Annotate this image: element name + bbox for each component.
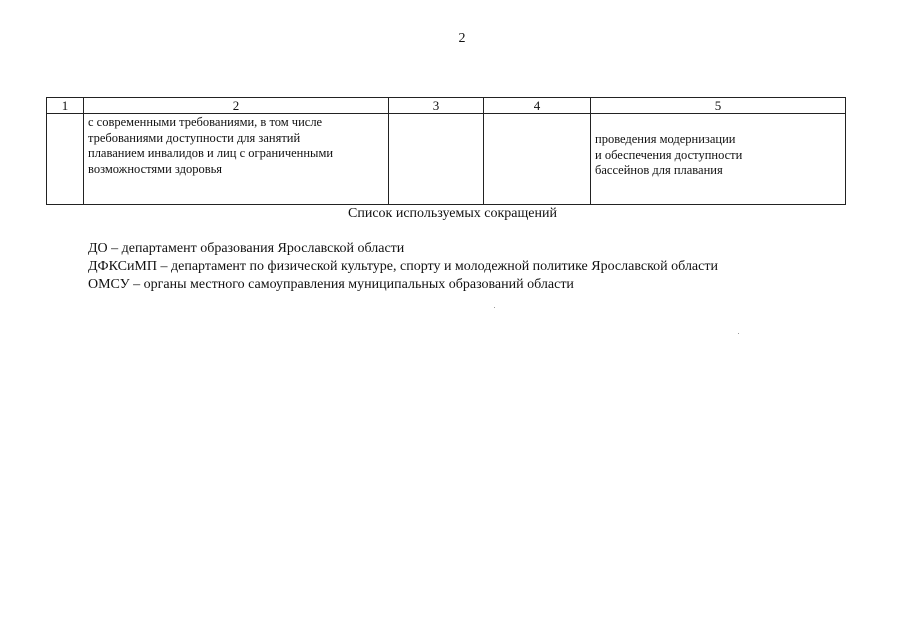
table-cell-4 xyxy=(484,114,591,205)
table-header-row xyxy=(47,98,846,114)
scan-speck xyxy=(738,333,739,334)
table-cell-1 xyxy=(47,114,84,205)
page-number: 2 xyxy=(458,31,466,46)
abbreviation-omsu: ОМСУ – органы местного самоуправления муниципальных образований области xyxy=(88,277,574,292)
table-row xyxy=(47,114,846,205)
abbreviations-heading: Список используемых сокращений xyxy=(348,206,557,221)
abbreviation-dfksimp: ДФКСиМП – департамент по физической культуре, спорту и молодежной политике Ярославской области xyxy=(88,259,718,274)
abbreviation-do: ДО – департамент образования Ярославской области xyxy=(88,241,405,256)
table-cell-2: с современными требованиями, в том числе требованиями доступности для занятий плаванием инвалидов и лиц с ограниченными возможностями здоровья xyxy=(84,114,389,205)
scan-speck xyxy=(494,307,495,308)
abbreviations-list xyxy=(88,240,888,294)
continuation-table xyxy=(46,97,846,205)
column-header-5: 5 xyxy=(591,98,846,114)
table-cell-5: проведения модернизации и обеспечения доступности бассейнов для плавания xyxy=(591,114,846,205)
column-header-4: 4 xyxy=(484,98,591,114)
column-header-2: 2 xyxy=(84,98,389,114)
column-header-1: 1 xyxy=(47,98,84,114)
column-header-3: 3 xyxy=(389,98,484,114)
table-cell-3 xyxy=(389,114,484,205)
